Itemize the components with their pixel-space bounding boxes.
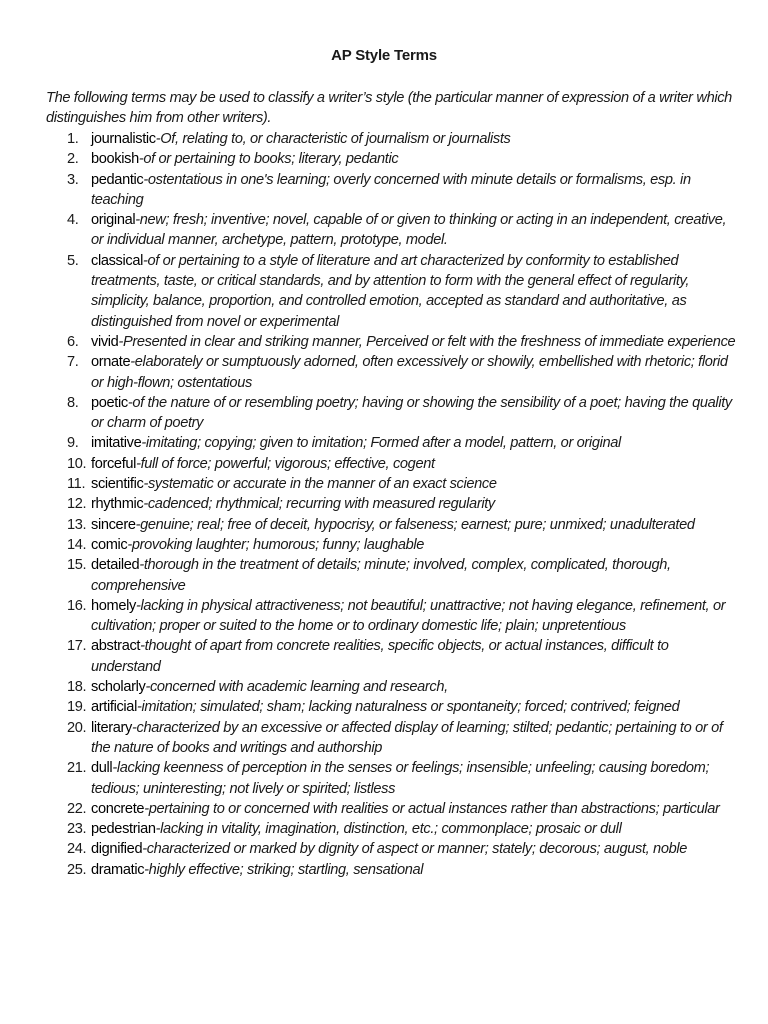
list-item-number-wrapper — [46, 454, 91, 474]
list-item-number: 11. — [67, 476, 86, 493]
term-word: journalistic — [91, 131, 156, 147]
list-item-number: 18. — [67, 679, 87, 696]
term-word: pedestrian — [91, 821, 156, 838]
list-item — [46, 677, 736, 697]
list-item-number: 6. — [67, 333, 79, 350]
term-definition: -ostentatious in one's learning; overly concerned with minute details or formalisms, esp. in teaching — [91, 171, 691, 208]
list-item-number-wrapper — [46, 799, 91, 819]
term-definition: -full of force; powerful; vigorous; effective, cogent — [136, 455, 435, 472]
term-definition: -Presented in clear and striking manner, Perceived or felt with the freshness of immediate experience — [118, 333, 736, 350]
term-entry — [91, 515, 736, 535]
list-item-number-wrapper — [46, 149, 91, 169]
term-entry — [91, 474, 736, 494]
list-item-number-wrapper — [46, 494, 91, 514]
list-item — [46, 839, 736, 859]
term-word: sincere — [91, 516, 136, 533]
list-item — [46, 718, 736, 759]
list-item — [46, 636, 736, 677]
list-item — [46, 799, 736, 819]
list-item — [46, 251, 736, 332]
list-item-number: 5. — [67, 252, 79, 269]
list-item-number-wrapper — [46, 718, 91, 759]
term-definition: -imitation; simulated; sham; lacking naturalness or spontaneity; forced; contrived; feigned — [136, 699, 680, 716]
term-definition: -of or pertaining to books; literary, pedantic — [138, 151, 399, 168]
term-word: rhythmic — [91, 496, 144, 513]
term-entry — [91, 555, 736, 596]
list-item-number-wrapper — [46, 535, 91, 555]
term-definition: -highly effective; striking; startling, sensational — [144, 861, 424, 878]
list-item-number-wrapper — [46, 170, 91, 211]
term-word: original — [91, 212, 136, 229]
list-item-number-wrapper — [46, 636, 91, 677]
term-word: comic — [91, 536, 128, 553]
term-definition: -pertaining to or concerned with realities or actual instances rather than abstractions; particular — [144, 800, 720, 817]
list-item-number: 7. — [67, 354, 79, 371]
list-item — [46, 697, 736, 717]
term-definition: -characterized by an excessive or affected display of learning; stilted; pedantic; pertaining to or of the nature of books and writings and authorship — [91, 719, 723, 756]
term-entry — [91, 454, 736, 474]
term-entry — [91, 718, 736, 759]
list-item-number-wrapper — [46, 819, 91, 839]
list-item-number-wrapper — [46, 210, 91, 251]
list-item-number-wrapper — [46, 839, 91, 859]
list-item — [46, 494, 736, 514]
list-item-number: 16. — [67, 597, 87, 614]
list-item-number: 23. — [67, 821, 87, 838]
term-entry — [91, 819, 736, 839]
term-entry — [91, 596, 736, 637]
term-definition: -systematic or accurate in the manner of an exact science — [143, 476, 497, 493]
list-item-number: 2. — [67, 151, 79, 168]
term-entry — [91, 494, 736, 514]
term-definition: -imitating; copying; given to imitation; Formed after a model, pattern, or original — [141, 435, 621, 452]
list-item — [46, 454, 736, 474]
list-item-number-wrapper — [46, 129, 91, 149]
page-title: AP Style Terms — [331, 47, 437, 64]
term-definition: -new; fresh; inventive; novel, capable of or given to thinking or acting in an independent, creative, or individual manner, archetype, pattern, prototype, model. — [91, 212, 727, 249]
term-entry — [91, 332, 736, 352]
term-word: dignified — [91, 841, 143, 858]
list-item-number: 15. — [67, 557, 87, 574]
term-word: dramatic — [91, 861, 145, 878]
term-word: dull — [91, 760, 113, 777]
list-item — [46, 332, 736, 352]
term-word: scientific — [91, 476, 144, 493]
term-definition: -lacking keenness of perception in the senses or feelings; insensible; unfeeling; causing boredom; tedious; uninteresting; not lively or spirited; listless — [91, 760, 710, 797]
term-entry — [91, 251, 736, 332]
list-item — [46, 596, 736, 637]
term-definition: -thorough in the treatment of details; minute; involved, complex, complicated, thorough, comprehensive — [91, 557, 671, 594]
term-word: poetic — [91, 394, 128, 411]
term-definition: -lacking in vitality, imagination, distinction, etc.; commonplace; prosaic or dull — [155, 821, 622, 838]
term-definition: -of the nature of or resembling poetry; having or showing the sensibility of a poet; having the quality or charm of poetry — [91, 394, 732, 432]
list-item — [46, 535, 736, 555]
list-item-number: 21. — [67, 760, 87, 777]
term-entry — [91, 170, 736, 211]
term-word: abstract — [91, 638, 141, 655]
term-definition: -elaborately or sumptuously adorned, often excessively or showily, embellished with rhetoric; florid or high-flown; ostentatious — [91, 354, 728, 391]
term-entry — [91, 535, 736, 555]
list-item-number-wrapper — [46, 758, 91, 799]
term-definition: -lacking in physical attractiveness; not beautiful; unattractive; not having elegance, refinement, or cultivation; proper or suited to the home or to ordinary domestic life; plain; unpretentious — [91, 597, 726, 635]
term-definition: -provoking laughter; humorous; funny; laughable — [127, 536, 425, 553]
list-item-number: 8. — [67, 394, 79, 411]
term-word: ornate — [91, 354, 131, 371]
list-item-number-wrapper — [46, 596, 91, 637]
term-word: pedantic — [91, 171, 144, 188]
list-item-number: 17. — [67, 638, 87, 655]
term-word: detailed — [91, 557, 140, 574]
term-entry — [91, 433, 736, 453]
term-word: literary — [91, 719, 132, 736]
term-entry — [91, 697, 736, 717]
intro-paragraph: The following terms may be used to classify a writer’s style (the particular manner of expression of a writer which distinguishes him from other writers). — [46, 90, 732, 127]
term-entry — [91, 210, 736, 251]
list-item-number-wrapper — [46, 474, 91, 494]
term-word: bookish — [91, 151, 139, 168]
list-item-number: 14. — [67, 536, 87, 553]
list-item-number-wrapper — [46, 352, 91, 393]
list-item-number-wrapper — [46, 860, 91, 880]
term-word: classical — [91, 252, 143, 269]
list-item-number: 19. — [67, 699, 87, 716]
term-entry — [91, 839, 736, 859]
term-word: forceful — [91, 455, 137, 472]
list-item — [46, 433, 736, 453]
list-item-number: 3. — [67, 171, 79, 188]
term-definition: -thought of apart from concrete realities, specific objects, or actual instances, difficult to understand — [91, 638, 669, 675]
term-word: vivid — [91, 333, 119, 350]
list-item-number: 13. — [67, 516, 87, 533]
list-item-number: 24. — [67, 841, 87, 858]
term-definition: -genuine; real; free of deceit, hypocrisy, or falseness; earnest; pure; unmixed; unadulterated — [135, 516, 695, 533]
term-word: artificial — [91, 699, 137, 716]
list-item — [46, 819, 736, 839]
term-entry — [91, 758, 736, 799]
term-definition: -Of, relating to, or characteristic of journalism or journalists — [155, 131, 511, 147]
term-entry — [91, 352, 736, 393]
list-item-number: 1. — [67, 131, 79, 147]
list-item — [46, 170, 736, 211]
list-item — [46, 860, 736, 880]
term-definition: -characterized or marked by dignity of aspect or manner; stately; decorous; august, noble — [142, 841, 688, 858]
list-item-number: 10. — [67, 455, 87, 472]
list-item-number: 20. — [67, 719, 87, 736]
term-entry — [91, 860, 736, 880]
terms-list — [46, 129, 736, 880]
list-item — [46, 210, 736, 251]
list-item-number-wrapper — [46, 555, 91, 596]
list-item — [46, 555, 736, 596]
list-item — [46, 515, 736, 535]
list-item — [46, 393, 736, 434]
list-item-number-wrapper — [46, 677, 91, 697]
list-item — [46, 129, 736, 149]
term-definition: -cadenced; rhythmical; recurring with measured regularity — [143, 496, 495, 513]
term-definition: -concerned with academic learning and research, — [145, 679, 448, 696]
term-entry — [91, 149, 736, 169]
list-item-number: 12. — [67, 496, 87, 513]
list-item-number: 4. — [67, 212, 79, 229]
list-item-number-wrapper — [46, 697, 91, 717]
list-item-number: 22. — [67, 800, 87, 817]
term-entry — [91, 677, 736, 697]
list-item — [46, 474, 736, 494]
term-entry — [91, 393, 736, 434]
list-item-number-wrapper — [46, 332, 91, 352]
term-definition: -of or pertaining to a style of literature and art characterized by conformity to established treatments, taste, or critical standards, and by attention to form with the general effect of regularity, simplicity, balance, proportion, and controlled emotion, accepted as standard and authoritative, as distinguished from novel or experimental — [91, 252, 690, 330]
term-word: concrete — [91, 800, 145, 817]
list-item-number-wrapper — [46, 393, 91, 434]
term-entry — [91, 799, 736, 819]
list-item-number-wrapper — [46, 515, 91, 535]
term-word: homely — [91, 597, 136, 614]
term-entry — [91, 636, 736, 677]
list-item-number: 9. — [67, 435, 79, 452]
list-item-number-wrapper — [46, 251, 91, 332]
term-word: imitative — [91, 435, 142, 452]
list-item-number: 25. — [67, 861, 87, 878]
list-item — [46, 149, 736, 169]
list-item — [46, 758, 736, 799]
term-entry — [91, 129, 736, 149]
list-item-number-wrapper — [46, 433, 91, 453]
term-word: scholarly — [91, 679, 146, 696]
list-item — [46, 352, 736, 393]
